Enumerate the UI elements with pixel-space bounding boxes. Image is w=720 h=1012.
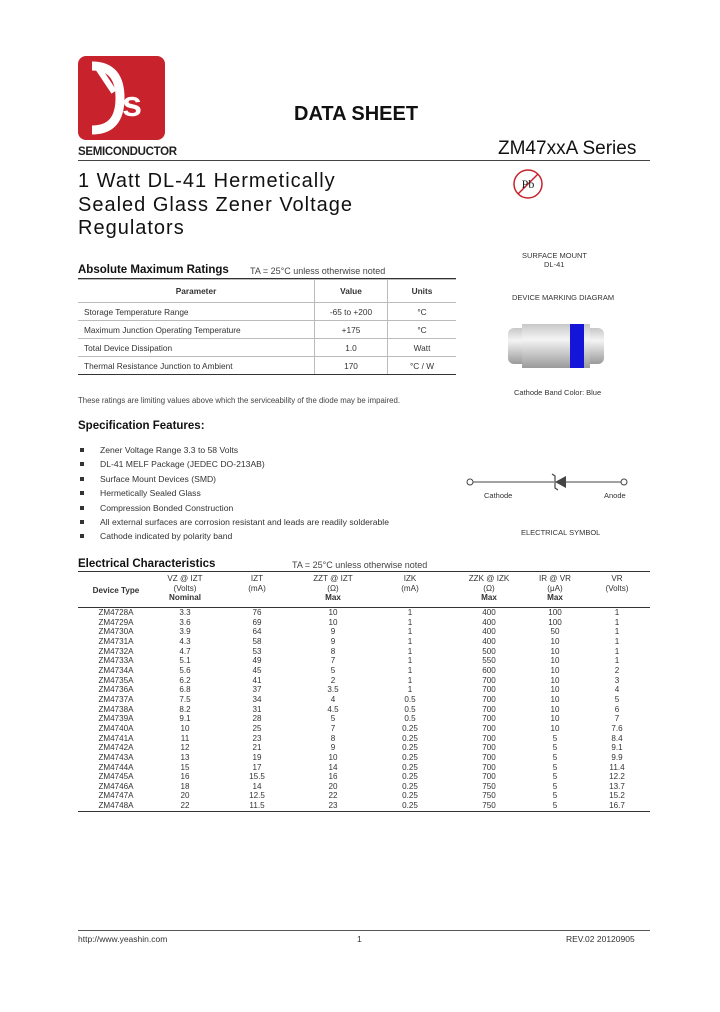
ir-cell: 10 — [550, 665, 560, 675]
table-row — [78, 743, 650, 753]
doc-type: DATA SHEET — [294, 103, 419, 125]
ir-cell: 10 — [550, 646, 560, 656]
table-row — [78, 608, 650, 618]
vz-cell: 22 — [154, 801, 216, 811]
company-name: SEMICONDUCTOR — [78, 146, 177, 158]
ir-cell: 100 — [548, 617, 562, 627]
zzk-cell: 700 — [482, 772, 496, 782]
vz-cell: 6.8 — [179, 685, 191, 695]
table-header-row — [78, 280, 456, 303]
vz-cell: 7.5 — [179, 694, 191, 704]
table-row — [78, 724, 650, 734]
izk-cell: 1 — [407, 685, 413, 695]
param-cell: Thermal Resistance Junction to Ambient — [78, 357, 315, 375]
vr-cell: 1 — [614, 617, 620, 627]
izk-cell: 0.25 — [402, 772, 418, 782]
vz-label: VZ @ IZT — [167, 574, 203, 583]
vr-cell: 2 — [614, 665, 620, 675]
vr-cell: 7.6 — [611, 723, 623, 733]
zzt-cell: 10 — [328, 608, 338, 617]
zzk-cell: 750 — [482, 791, 496, 801]
ir-cell: 10 — [550, 675, 560, 685]
izt-cell: 37 — [252, 685, 262, 695]
izt-cell: 17 — [252, 762, 262, 772]
cathode-band — [570, 324, 584, 368]
zzt-unit: (Ω) — [327, 583, 339, 593]
izt-cell: 31 — [252, 704, 262, 714]
zzk-cell: 400 — [482, 636, 496, 646]
zzt-cell: 5 — [330, 665, 336, 675]
vz-cell: 3.9 — [179, 627, 191, 637]
zzk-cell: 400 — [482, 608, 496, 617]
zzt-cell: 9 — [330, 743, 336, 753]
col-ir — [526, 574, 584, 608]
vr-cell: 16.7 — [584, 801, 650, 811]
ir-cell: 5 — [552, 752, 558, 762]
izt-cell: 15.5 — [249, 772, 265, 782]
izt-cell: 12.5 — [249, 791, 265, 801]
zzt-cell: 9 — [330, 627, 336, 637]
zzt-cell: 3.5 — [327, 685, 339, 695]
table-row — [78, 627, 650, 637]
izk-cell: 0.5 — [404, 694, 416, 704]
ir-cell: 10 — [550, 704, 560, 714]
izt-cell: 45 — [252, 665, 262, 675]
elec-table-body — [78, 608, 650, 811]
device-cell: ZM4747A — [98, 791, 134, 801]
vz-cell: 20 — [180, 791, 190, 801]
izk-cell: 1 — [407, 636, 413, 646]
izk-cell: 0.25 — [402, 762, 418, 772]
table-row — [78, 637, 650, 647]
vr-cell: 1 — [614, 608, 620, 617]
ir-cell: 5 — [526, 801, 584, 811]
units-cell: °C / W — [388, 357, 457, 375]
elec-condition: TA = 25°C unless otherwise noted — [292, 560, 428, 570]
vr-label: VR — [611, 574, 623, 583]
units-cell: °C — [388, 321, 457, 339]
table-row — [78, 801, 650, 811]
list-item: Surface Mount Devices (SMD) — [78, 474, 389, 488]
zzk-cell: 750 — [452, 801, 526, 811]
zzk-cell: 700 — [482, 743, 496, 753]
device-cell: ZM4745A — [98, 772, 134, 782]
vr-cell: 1 — [614, 627, 620, 637]
table-row — [78, 666, 650, 676]
vr-cell: 11.4 — [609, 762, 625, 772]
device-cell: ZM4739A — [98, 714, 134, 724]
band-caption: Cathode Band Color: Blue — [514, 388, 602, 397]
izk-cell: 0.25 — [402, 733, 418, 743]
abs-max-table — [78, 279, 456, 375]
zzt-cell: 10 — [328, 617, 338, 627]
value-cell: -65 to +200 — [315, 303, 388, 321]
page-number: 1 — [357, 934, 362, 944]
zzt-cell: 4.5 — [327, 704, 339, 714]
package-title: SURFACE MOUNT — [522, 251, 588, 260]
ir-cell: 5 — [552, 781, 558, 791]
col-vz — [154, 574, 216, 608]
company-logo — [78, 56, 165, 140]
izk-cell: 1 — [407, 608, 413, 617]
izt-cell: 34 — [252, 694, 262, 704]
elec-table — [78, 574, 650, 812]
vr-unit: (Volts) — [605, 583, 629, 593]
izk-cell: 0.25 — [402, 752, 418, 762]
zzk-cell: 400 — [482, 627, 496, 637]
title-line-3: Regulators — [78, 217, 185, 239]
izt-cell: 11.5 — [216, 801, 298, 811]
izk-cell: 1 — [407, 617, 413, 627]
vr-cell: 1 — [614, 636, 620, 646]
zzt-cell: 4 — [330, 694, 336, 704]
izt-cell: 28 — [252, 714, 262, 724]
units-cell: Watt — [388, 339, 457, 357]
header-rule — [78, 160, 650, 161]
list-item: Zener Voltage Range 3.3 to 58 Volts — [78, 445, 389, 459]
col-zzt — [298, 574, 368, 608]
vr-cell: 9.1 — [611, 743, 623, 753]
izt-cell: 19 — [252, 752, 262, 762]
abs-max-condition: TA = 25°C unless otherwise noted — [250, 266, 386, 276]
ir-cell: 10 — [550, 714, 560, 724]
izk-cell: 0.25 — [368, 801, 452, 811]
zzk-cell: 700 — [482, 752, 496, 762]
zzt-cell: 16 — [328, 772, 338, 782]
vz-cell: 16 — [180, 772, 190, 782]
izt-cell: 25 — [252, 723, 262, 733]
izt-cell: 53 — [252, 646, 262, 656]
izk-cell: 1 — [407, 646, 413, 656]
device-cell: ZM4729A — [98, 617, 134, 627]
device-cell: ZM4736A — [98, 685, 134, 695]
vz-unit: (Volts) — [173, 583, 197, 593]
izt-cell: 64 — [252, 627, 262, 637]
izk-cell: 0.25 — [402, 781, 418, 791]
zzk-cell: 600 — [482, 665, 496, 675]
units-cell: °C — [388, 303, 457, 321]
pb-free-icon — [512, 168, 544, 200]
vr-cell: 12.2 — [609, 772, 625, 782]
features-list — [78, 445, 389, 546]
zzk-cell: 700 — [482, 733, 496, 743]
zzt-cell: 10 — [328, 752, 338, 762]
device-cell: ZM4743A — [98, 752, 134, 762]
zzt-cell: 9 — [330, 636, 336, 646]
col-zzk — [452, 574, 526, 608]
vr-cell: 1 — [614, 646, 620, 656]
zzk-cell: 500 — [482, 646, 496, 656]
izk-cell: 0.5 — [404, 714, 416, 724]
izk-cell: 1 — [407, 665, 413, 675]
zzt-cell: 20 — [328, 781, 338, 791]
table-row — [78, 676, 650, 686]
vr-cell: 6 — [614, 704, 620, 714]
device-cell: ZM4746A — [98, 781, 134, 791]
izt-cell: 69 — [252, 617, 262, 627]
elec-heading: Electrical Characteristics — [78, 558, 216, 570]
footer-url[interactable]: http://www.yeashin.com — [78, 934, 168, 944]
zzt-cell: 2 — [330, 675, 336, 685]
document-title — [78, 170, 353, 241]
zzk-label: ZZK @ IZK — [468, 574, 510, 583]
abs-max-heading: Absolute Maximum Ratings — [78, 264, 229, 276]
col-value: Value — [315, 280, 388, 303]
list-item: Hermetically Sealed Glass — [78, 488, 389, 502]
param-cell: Maximum Junction Operating Temperature — [78, 321, 315, 339]
device-cell: ZM4733A — [98, 656, 134, 666]
ir-cell: 5 — [552, 762, 558, 772]
abs-max-footnote: These ratings are limiting values above which the serviceability of the diode may be impaired. — [78, 396, 401, 405]
zzk-cell: 700 — [482, 685, 496, 695]
vz-cell: 8.2 — [179, 704, 191, 714]
table-row — [78, 705, 650, 715]
table-row — [78, 357, 456, 375]
izk-label: IZK — [403, 574, 417, 583]
vz-cell: 5.6 — [179, 665, 191, 675]
ir-cell: 10 — [550, 636, 560, 646]
vz-cell: 4.3 — [179, 636, 191, 646]
izt-cell: 49 — [252, 656, 262, 666]
table-row — [78, 782, 650, 792]
zzt-cell: 23 — [298, 801, 368, 811]
izk-cell: 1 — [407, 627, 413, 637]
value-cell: +175 — [315, 321, 388, 339]
izk-cell: 1 — [407, 675, 413, 685]
device-cell: ZM4735A — [98, 675, 134, 685]
device-cell: ZM4737A — [98, 694, 134, 704]
title-line-2: Sealed Glass Zener Voltage — [78, 193, 354, 216]
elec-top-rule — [78, 571, 650, 572]
izt-label: IZT — [250, 574, 264, 583]
vr-cell: 9.9 — [611, 752, 623, 762]
izk-cell: 1 — [407, 656, 413, 666]
zzt-sub: Max — [325, 593, 341, 602]
series-name: ZM47xxA Series — [498, 138, 637, 159]
ir-unit: (μA) — [547, 583, 563, 593]
device-cell: ZM4730A — [98, 627, 134, 637]
col-izt — [216, 574, 298, 608]
vz-cell: 6.2 — [179, 675, 191, 685]
col-izk — [368, 574, 452, 608]
vr-cell: 13.7 — [609, 781, 625, 791]
symbol-caption: ELECTRICAL SYMBOL — [521, 528, 601, 537]
table-row — [78, 772, 650, 782]
vz-cell: 18 — [180, 781, 190, 791]
izk-unit: (mA) — [401, 583, 419, 593]
package-subtitle: DL-41 — [544, 260, 565, 269]
ir-cell: 50 — [550, 627, 560, 637]
ir-cell: 5 — [552, 772, 558, 782]
features-heading: Specification Features: — [78, 420, 205, 432]
table-row — [78, 321, 456, 339]
vz-cell: 3.6 — [179, 617, 191, 627]
table-row — [78, 303, 456, 321]
col-parameter: Parameter — [78, 280, 315, 303]
vz-cell: 11 — [180, 733, 190, 743]
izk-cell: 0.5 — [404, 704, 416, 714]
zzk-cell: 700 — [482, 714, 496, 724]
table-row — [78, 339, 456, 357]
vz-cell: 10 — [180, 723, 190, 733]
table-row — [78, 753, 650, 763]
ir-cell: 5 — [552, 733, 558, 743]
device-cell: ZM4741A — [98, 733, 134, 743]
ir-label: IR @ VR — [538, 574, 572, 583]
izt-cell: 23 — [252, 733, 262, 743]
param-cell: Total Device Dissipation — [78, 339, 315, 357]
cathode-label: Cathode — [484, 491, 513, 500]
vr-cell: 8.4 — [611, 733, 623, 743]
title-line-1: 1 Watt DL-41 Hermetically — [78, 170, 336, 192]
zzt-cell: 8 — [330, 733, 336, 743]
col-units: Units — [388, 280, 457, 303]
vz-cell: 15 — [180, 762, 190, 772]
zzk-cell: 700 — [482, 704, 496, 714]
list-item: DL-41 MELF Package (JEDEC DO-213AB) — [78, 459, 389, 473]
zzt-cell: 7 — [330, 656, 336, 666]
zzk-cell: 700 — [482, 694, 496, 704]
ir-cell: 10 — [550, 723, 560, 733]
list-item: Cathode indicated by polarity band — [78, 531, 389, 545]
izt-cell: 41 — [252, 675, 262, 685]
ir-cell: 10 — [550, 656, 560, 666]
vr-cell: 1 — [614, 656, 620, 666]
izt-unit: (mA) — [248, 583, 266, 593]
izk-cell: 0.25 — [402, 723, 418, 733]
list-item: Compression Bonded Construction — [78, 503, 389, 517]
table-row — [78, 656, 650, 666]
table-row — [78, 791, 650, 801]
vz-cell: 5.1 — [179, 656, 191, 666]
zzt-cell: 7 — [330, 723, 336, 733]
device-cell: ZM4738A — [98, 704, 134, 714]
svg-text:s: s — [122, 83, 143, 124]
izt-cell: 14 — [252, 781, 262, 791]
vr-cell: 7 — [614, 714, 620, 724]
device-cell: ZM4744A — [98, 762, 134, 772]
revision: REV.02 20120905 — [566, 934, 635, 944]
zzk-cell: 700 — [482, 762, 496, 772]
zzt-label: ZZT @ IZT — [313, 574, 353, 583]
ir-cell: 5 — [552, 791, 558, 801]
table-row — [78, 647, 650, 657]
vz-cell: 4.7 — [179, 646, 191, 656]
zzk-cell: 400 — [482, 617, 496, 627]
zzk-sub: Max — [481, 593, 497, 602]
table-row — [78, 618, 650, 628]
table-header-row — [78, 574, 650, 608]
col-device-type: Device Type — [92, 586, 140, 596]
ir-sub: Max — [547, 593, 563, 602]
table-row — [78, 714, 650, 724]
izk-cell: 0.25 — [402, 791, 418, 801]
zzt-cell: 14 — [328, 762, 338, 772]
zzt-cell: 5 — [330, 714, 336, 724]
vz-sub: Nominal — [169, 593, 201, 602]
izt-cell: 58 — [252, 636, 262, 646]
zzt-cell: 22 — [328, 791, 338, 801]
device-cell: ZM4734A — [98, 665, 134, 675]
ir-cell: 10 — [550, 694, 560, 704]
value-cell: 1.0 — [315, 339, 388, 357]
izt-cell: 76 — [252, 608, 262, 617]
col-vr — [584, 574, 650, 608]
device-cell: ZM4742A — [98, 743, 134, 753]
zzk-cell: 750 — [482, 781, 496, 791]
param-cell: Storage Temperature Range — [78, 303, 315, 321]
anode-label: Anode — [604, 491, 626, 500]
device-cell: ZM4740A — [98, 723, 134, 733]
table-row — [78, 695, 650, 705]
vz-cell: 12 — [180, 743, 190, 753]
zzt-cell: 8 — [330, 646, 336, 656]
vr-cell: 3 — [614, 675, 620, 685]
vr-cell: 15.2 — [609, 791, 625, 801]
table-row — [78, 734, 650, 744]
footer-rule — [78, 930, 650, 931]
vz-cell: 13 — [180, 752, 190, 762]
list-item: All external surfaces are corrosion resistant and leads are readily solderable — [78, 517, 389, 531]
zzk-cell: 700 — [482, 675, 496, 685]
ir-cell: 10 — [550, 685, 560, 695]
ir-cell: 100 — [548, 608, 562, 617]
ir-cell: 5 — [552, 743, 558, 753]
marking-diagram-title: DEVICE MARKING DIAGRAM — [512, 293, 615, 302]
melf-package-diagram — [508, 322, 604, 370]
vz-cell: 9.1 — [179, 714, 191, 724]
vr-cell: 5 — [614, 694, 620, 704]
value-cell: 170 — [315, 357, 388, 375]
table-row — [78, 685, 650, 695]
device-cell: ZM4732A — [98, 646, 134, 656]
zzk-unit: (Ω) — [483, 583, 495, 593]
vz-cell: 3.3 — [179, 608, 191, 617]
table-row — [78, 763, 650, 773]
vr-cell: 4 — [614, 685, 620, 695]
zzk-cell: 700 — [482, 723, 496, 733]
device-cell: ZM4731A — [98, 636, 134, 646]
zzk-cell: 550 — [482, 656, 496, 666]
pb-label: Pb — [521, 177, 535, 191]
izt-cell: 21 — [252, 743, 262, 753]
device-cell: ZM4728A — [98, 608, 134, 617]
izk-cell: 0.25 — [402, 743, 418, 753]
device-cell: ZM4748A — [78, 801, 154, 811]
